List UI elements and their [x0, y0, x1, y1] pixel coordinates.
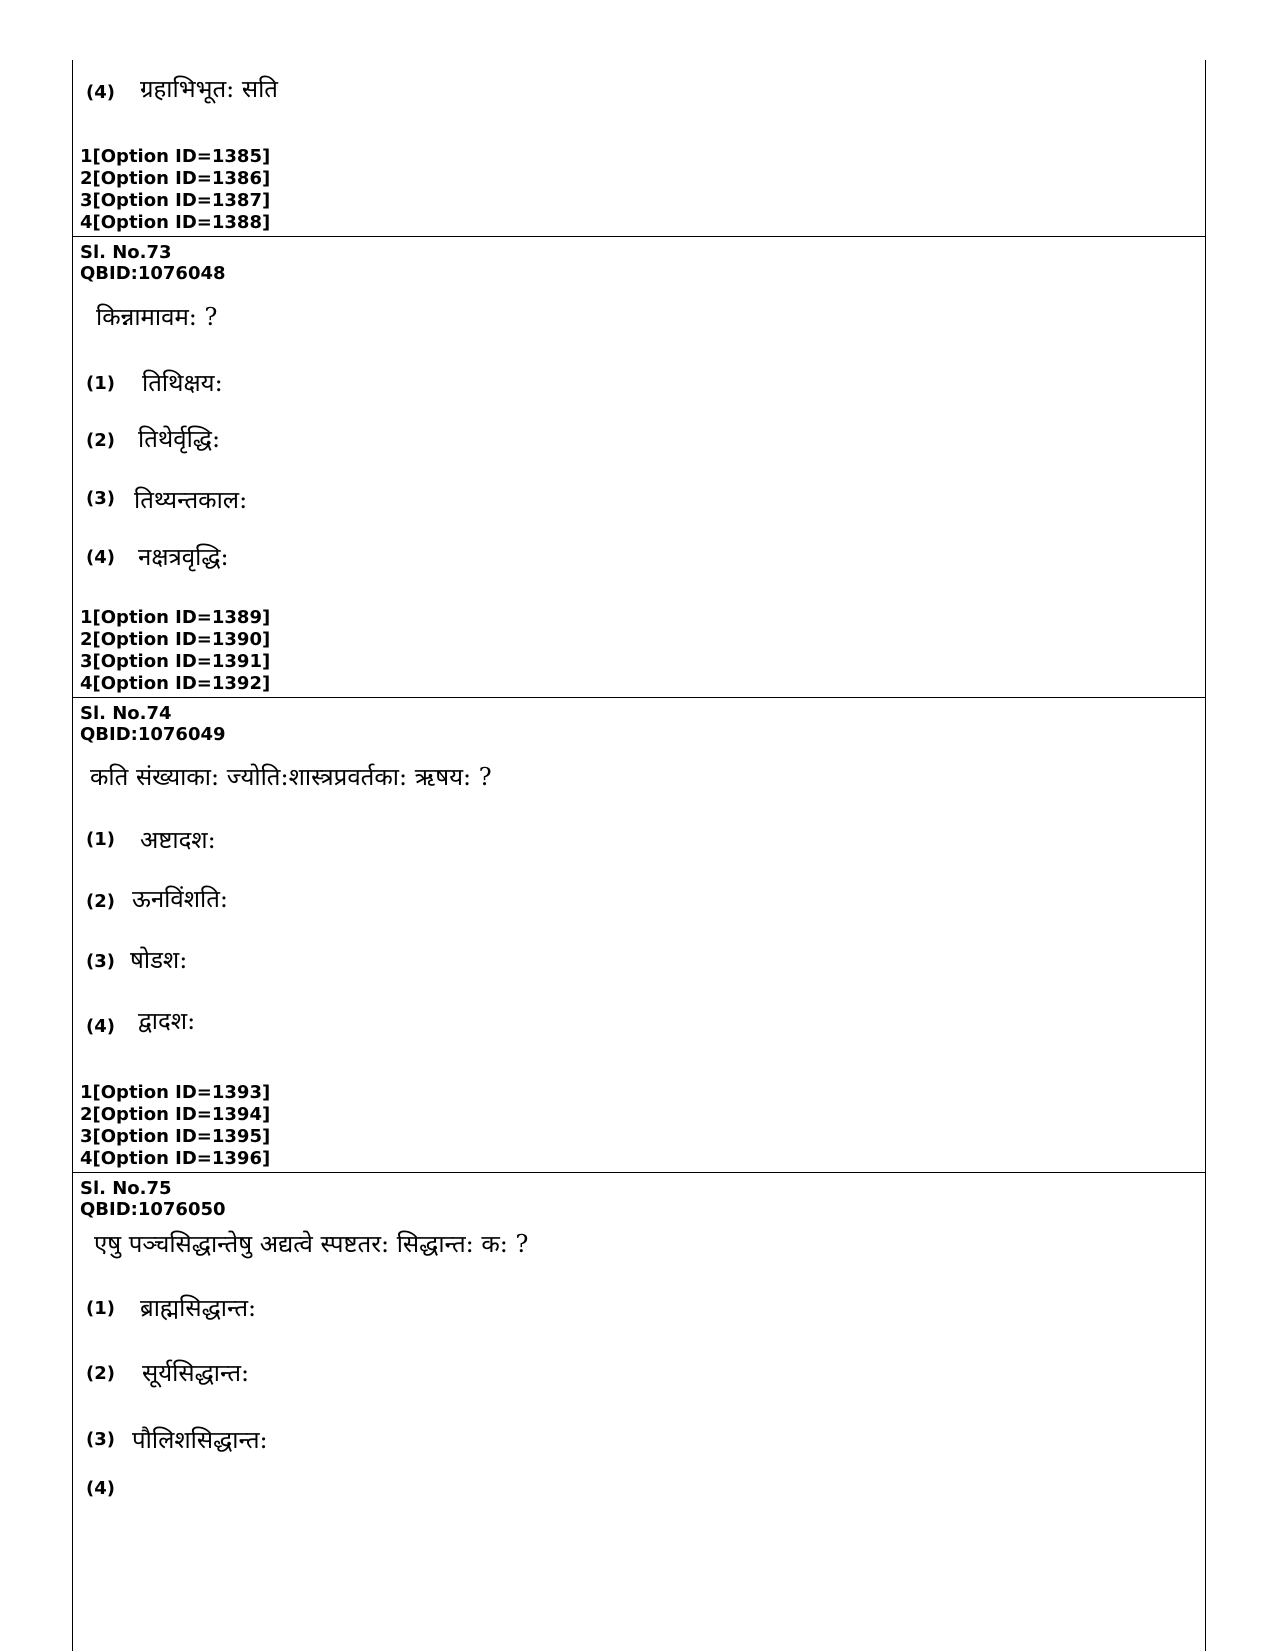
row-divider: [72, 697, 1206, 698]
option-text: पौलिशसिद्धान्त:: [132, 1426, 268, 1454]
option-id: 3[Option ID=1395]: [80, 1126, 271, 1147]
option-number: (1): [86, 1298, 115, 1319]
option-id: 1[Option ID=1393]: [80, 1082, 271, 1103]
qbid: QBID:1076048: [80, 263, 226, 284]
option-id-list: [80, 146, 270, 234]
option-id: 2[Option ID=1390]: [80, 629, 271, 650]
option-id: 2[Option ID=1386]: [80, 168, 271, 189]
option-id: 4[Option ID=1392]: [80, 673, 271, 694]
option-text: षोडश:: [130, 946, 188, 974]
question-table-frame: [72, 60, 1206, 1651]
option-text: ऊनविंशति:: [132, 885, 229, 913]
qbid: QBID:1076050: [80, 1199, 226, 1220]
question-text: कति संख्याका: ज्योति:शास्त्रप्रवर्तका: ऋषय: ?: [90, 763, 492, 791]
option-text: द्वादश:: [138, 1007, 196, 1035]
option-id: 4[Option ID=1388]: [80, 212, 271, 233]
option-id: 3[Option ID=1391]: [80, 651, 271, 672]
question-text: किन्नामावम: ?: [96, 303, 218, 331]
row-divider: [72, 236, 1206, 237]
option-text: ब्राह्मसिद्धान्त:: [140, 1294, 257, 1322]
qbid: QBID:1076049: [80, 724, 226, 745]
serial-number: Sl. No.73: [80, 242, 172, 263]
option-number: (1): [86, 373, 115, 394]
option-text: अष्टादश:: [140, 826, 216, 854]
option-number: (2): [86, 891, 115, 912]
option-id-list: [80, 607, 270, 695]
option-number: (3): [86, 1429, 115, 1450]
option-text: ग्रहाभिभूत: सति: [140, 75, 278, 103]
option-id: 3[Option ID=1387]: [80, 190, 271, 211]
option-id: 4[Option ID=1396]: [80, 1148, 271, 1169]
question-text: एषु पञ्चसिद्धान्तेषु अद्यत्वे स्पष्टतर: सिद्धान्त: क: ?: [94, 1230, 529, 1258]
option-number: (2): [86, 1363, 115, 1384]
option-id: 1[Option ID=1389]: [80, 607, 271, 628]
option-number: (4): [86, 547, 115, 568]
option-number: (4): [86, 1478, 115, 1499]
option-text: तिथेर्वृद्धि:: [138, 425, 221, 453]
option-text: तिथ्यन्तकाल:: [134, 486, 248, 514]
option-number: (3): [86, 488, 115, 509]
serial-number: Sl. No.74: [80, 703, 172, 724]
option-number: (2): [86, 430, 115, 451]
option-id: 1[Option ID=1385]: [80, 146, 271, 167]
serial-number: Sl. No.75: [80, 1178, 172, 1199]
option-number: (3): [86, 951, 115, 972]
option-id: 2[Option ID=1394]: [80, 1104, 271, 1125]
option-number: (4): [86, 82, 115, 103]
row-divider: [72, 1172, 1206, 1173]
option-id-list: [80, 1082, 270, 1170]
option-text: सूर्यसिद्धान्त:: [142, 1359, 250, 1387]
option-text: नक्षत्रवृद्धि:: [138, 543, 229, 571]
option-text: तिथिक्षय:: [142, 369, 223, 397]
option-number: (4): [86, 1016, 115, 1037]
option-number: (1): [86, 829, 115, 850]
